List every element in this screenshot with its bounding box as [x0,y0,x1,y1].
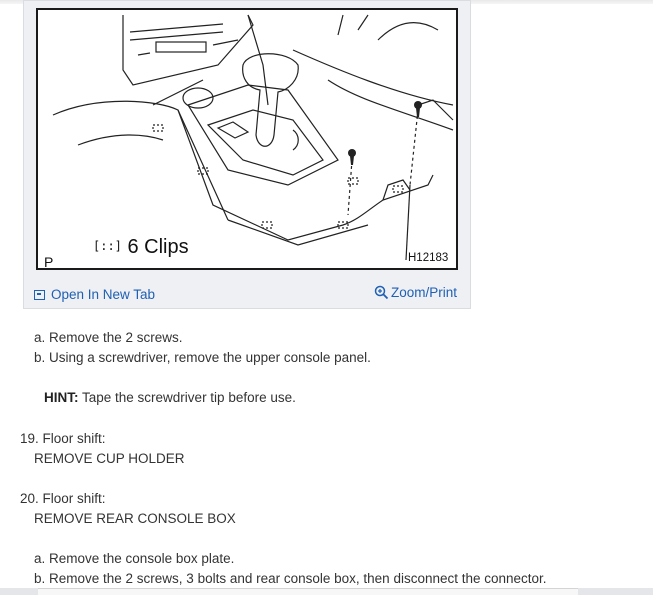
open-in-new-tab-link[interactable] [34,287,155,302]
section-19-heading: 19. Floor shift: [20,431,106,446]
figure-code: H12183 [408,252,449,264]
clips-count-label: 6 Clips [127,236,189,258]
open-tab-icon [34,290,45,300]
hint-note [44,390,296,405]
zoom-print-link[interactable] [374,285,457,300]
step-b-remove-console-box: b. Remove the 2 screws, 3 bolts and rear console box, then disconnect the connector. [34,571,547,586]
console-diagram [36,8,458,270]
clips-legend [93,236,189,259]
hint-label: HINT: [44,390,79,405]
figure-card [23,0,471,309]
zoom-print-label: Zoom/Print [391,285,458,300]
section-20-heading: 20. Floor shift: [20,491,106,506]
bottom-scroll-strip [0,588,653,595]
step-b-remove-upper-panel: b. Using a screwdriver, remove the upper console panel. [34,350,371,365]
zoom-icon [374,285,389,300]
section-19-action: REMOVE CUP HOLDER [34,451,185,466]
hint-text: Tape the screwdriver tip before use. [78,390,296,405]
step-a-remove-plate: a. Remove the console box plate. [34,551,235,566]
screw-icon [348,149,356,165]
step-a-remove-screws: a. Remove the 2 screws. [34,330,183,345]
console-drawing [38,10,456,268]
open-in-new-tab-label: Open In New Tab [51,287,156,302]
clip-icon: [::] [93,239,122,253]
section-20-action: REMOVE REAR CONSOLE BOX [34,511,236,526]
bottom-strip-inner [38,588,578,595]
corner-letter: P [44,254,54,270]
